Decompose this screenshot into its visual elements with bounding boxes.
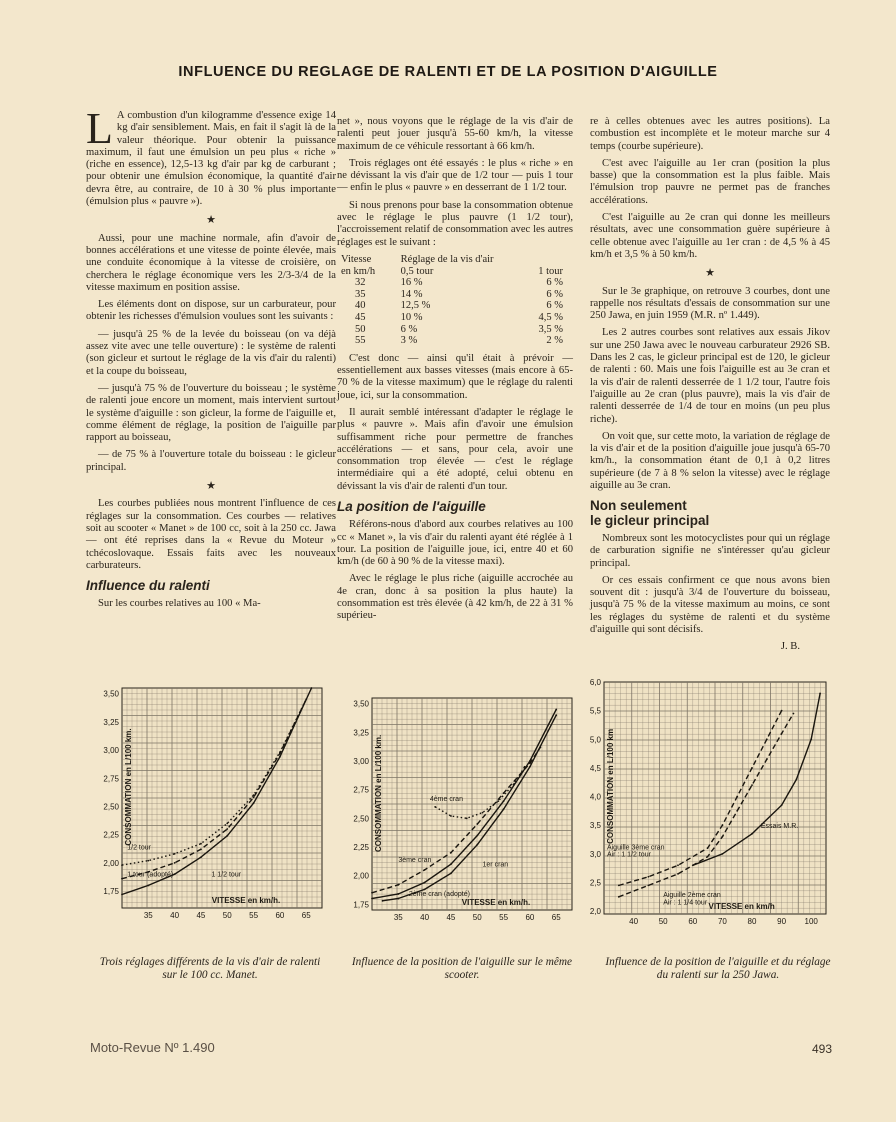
data-point: [311, 687, 313, 689]
paragraph: On voit que, sur cette moto, la variation de réglage de la vis d'air et de la position d'aiguille joue jusqu'à 65-70 km/h., la consommation étant de 0,1 à 0,2 litres supérieure (de 7 à 8 % selon la vitesse) avec le réglage aiguille au 3e cran.: [590, 430, 830, 492]
x-tick-label: 60: [525, 913, 535, 922]
paragraph-intro-text: A combustion d'un kilogramme d'essence exige 14 kg d'air sensiblement. Mais, en fait il s'agit là de la valeur théorique. Pour obtenir la puissance maximum, il faut une émulsion un peu plus « riche » (riche en essence), 12,5-13 kg d'air par kg de carburant ; pour obtenir une émulsion économique, la quantité d'air devra être, au contraire, de 10 à 30 % plus importante (émulsion plus « pauvre »).: [86, 110, 336, 208]
data-point: [174, 873, 176, 875]
grid: [372, 698, 572, 910]
paragraph: C'est l'aiguille au 2e cran qui donne les meilleurs résultats, avec une consommation guère supérieure à celle obtenue avec l'aiguille au 1er cran : de 4,5 % à 45 km/h et 3,5 % à 50 km/h.: [590, 212, 830, 260]
y-tick-label: 1,75: [353, 900, 369, 910]
paragraph: re à celles obtenues avec les autres positions). La combustion est incomplète et le moteur marche sur 4 temps (courbe supérieure).: [590, 116, 830, 152]
x-tick-label: 50: [222, 911, 232, 920]
footer-magazine: Moto-Revue Nº 1.490: [90, 1040, 215, 1055]
chart-jawa-svg: [588, 678, 832, 940]
data-point: [450, 815, 452, 817]
curve-label: 3ème cran: [398, 856, 432, 864]
table-cell: 3 %: [400, 335, 418, 347]
data-point: [253, 802, 255, 804]
data-point: [751, 833, 753, 835]
y-tick-label: 3,00: [353, 757, 369, 767]
paragraph-intro: [86, 104, 336, 208]
x-tick-label: 90: [777, 917, 787, 926]
data-point: [200, 856, 202, 858]
data-point: [707, 856, 709, 858]
y-tick-label: 2,5: [589, 878, 601, 888]
data-point: [450, 863, 452, 865]
data-point: [751, 784, 753, 786]
y-tick-label: 4,0: [589, 792, 601, 802]
data-point: [147, 860, 149, 862]
data-point: [529, 760, 531, 762]
x-tick-label: 80: [747, 917, 757, 926]
y-tick-label: 3,50: [103, 689, 119, 699]
star-separator: ★: [206, 214, 216, 227]
x-tick-label: 65: [301, 911, 311, 920]
heading-gicleur-line1: Non seulement: [590, 498, 687, 514]
paragraph: Les éléments dont on dispose, sur un carburateur, pour obtenir les richesses d'émulsion voulues sont les suivants :: [86, 299, 336, 323]
data-point: [503, 808, 505, 810]
star-separator: ★: [705, 267, 715, 280]
table-cell: 3,5 %: [538, 323, 563, 335]
data-point: [450, 872, 452, 874]
curve-label: 1 1/2 tour: [211, 871, 242, 879]
table-row: [341, 324, 563, 336]
data-point: [424, 888, 426, 890]
data-point: [424, 882, 426, 884]
table-cell: 32: [355, 277, 366, 289]
paragraph: Trois réglages ont été essayés : le plus « riche » en ne dévissant la vis d'air que de 1/2 tour — puis 1 tour — enfin le plus « pauvre » en desserrant de 1 1/2 tour.: [337, 157, 573, 194]
paragraph: Il aurait semblé intéressant d'adapter le réglage le plus « pauvre ». Mais afin d'avoir une émulsion suffisamment riche pour permettre de franches accélérations — et sans, pour cela, avoir une consommation trop élevée — c'est le réglage intermédiaire qui a été adopté, celui obtenu en dévissant la vis d'air de ralenti d'un tour.: [337, 406, 573, 492]
data-point: [476, 835, 478, 837]
x-tick-label: 40: [420, 913, 430, 922]
data-point: [121, 894, 123, 896]
data-point: [722, 836, 724, 838]
data-point: [781, 804, 783, 806]
curve-label: Air : 1 1/4 tour: [663, 899, 708, 907]
data-point: [796, 778, 798, 780]
y-tick-label: 2,75: [353, 785, 369, 795]
data-point: [555, 709, 557, 711]
y-tick-label: 3,50: [353, 699, 369, 709]
data-point: [226, 828, 228, 830]
heading-aiguille: La position de l'aiguille: [337, 498, 486, 514]
consumption-table: [341, 254, 563, 347]
data-point: [766, 758, 768, 760]
y-tick-label: 3,00: [103, 746, 119, 756]
paragraph: Les courbes publiées nous montrent l'influence de ces réglages sur la consommation. Ces courbes — relatives soit au scooter « Manet » de 100 cc, soit à la 250 cc. Jawa — ont été reprises dans la « Revue du Moteur » tchécoslovaque. Essais faits avec les nouveaux carburateurs.: [86, 498, 336, 571]
column-3: [590, 116, 830, 654]
paragraph: Or ces essais confirment ce que nous avons bien souvent dit : jusqu'à 3/4 de l'ouverture du boisseau, jusqu'à 75 % de la vitesse maximum au moins, ce sont les réglages du système de ralenti et du système d'aiguille qui sont décisifs.: [590, 574, 830, 635]
data-point: [555, 714, 557, 716]
y-tick-label: 5,0: [589, 735, 601, 745]
data-point: [476, 823, 478, 825]
data-point: [200, 848, 202, 850]
paragraph: — jusqu'à 25 % de la levée du boisseau (on va déjà assez vite avec une telle ouverture) : le système de ralenti (son gicleur et surtout le réglage de la vis d'air du ralenti) et la coupe du boisseau,: [86, 328, 336, 377]
data-point: [781, 710, 783, 712]
data-point: [200, 843, 202, 845]
paragraph: Aussi, pour une machine normale, afin d'avoir de bonnes accélérations et une vitesse de pointe élevée, mais une conduite économique à la vitesse de croisière, on cherchera le réglage économique vers les 2/3-3/4 de la vitesse maximum en position assise.: [86, 232, 336, 293]
dropcap: L: [86, 104, 113, 153]
data-point: [736, 796, 738, 798]
data-point: [174, 853, 176, 855]
heading-gicleur-line2: le gicleur principal: [590, 512, 710, 528]
curve-label: Aiguille 2ème cran: [663, 891, 721, 899]
table-row: [341, 300, 563, 312]
caption-chart-2: Influence de la position de l'aiguille sur le même scooter.: [351, 956, 573, 981]
curve-label: 1 tour (adopté): [127, 871, 174, 879]
column-1: [86, 104, 336, 616]
table-row: [341, 312, 563, 324]
caption-chart-1: Trois réglages différents de la vis d'air de ralenti sur le 100 cc. Manet.: [99, 956, 321, 981]
y-tick-label: 1,75: [103, 887, 119, 897]
column-2: [337, 116, 573, 628]
x-tick-label: 50: [658, 917, 668, 926]
table-cell: 6 %: [546, 277, 563, 289]
y-axis-label: CONSOMMATION en L/100 km: [606, 728, 615, 844]
data-point: [371, 892, 373, 894]
y-tick-label: 2,25: [103, 830, 119, 840]
data-point: [677, 873, 679, 875]
y-tick-label: 4,5: [589, 763, 601, 773]
x-tick-label: 50: [472, 913, 482, 922]
x-tick-label: 70: [717, 917, 727, 926]
grid: [604, 682, 826, 914]
table-cell: 35: [355, 288, 366, 300]
data-point: [618, 896, 620, 898]
chart-ralenti-svg: [88, 678, 330, 940]
y-tick-label: 3,25: [103, 717, 119, 727]
table-cell: 55: [355, 335, 366, 347]
curve-label: 4ème cran: [429, 796, 463, 804]
data-point: [450, 852, 452, 854]
y-axis-label: CONSOMMATION en L/100 km.: [374, 734, 383, 853]
table-row: [341, 289, 563, 301]
data-point: [497, 800, 499, 802]
data-point: [736, 810, 738, 812]
y-tick-label: 6,0: [589, 678, 601, 687]
x-tick-label: 55: [249, 911, 259, 920]
x-tick-label: 40: [170, 911, 180, 920]
table-cell: 6 %: [546, 300, 563, 312]
data-point: [529, 766, 531, 768]
data-point: [397, 898, 399, 900]
article-title: INFLUENCE DU REGLAGE DE RALENTI ET DE LA POSITION D'AIGUILLE: [178, 64, 718, 80]
data-point: [677, 864, 679, 866]
chart-aiguille-manet: [338, 678, 580, 940]
table-header-row: [341, 266, 563, 278]
curve-label: Air : 1 1/2 tour: [606, 851, 651, 859]
paragraph: Référons-nous d'abord aux courbes relatives au 100 cc « Manet », la vis d'air du ralenti ayant été réglée à 1 tour. La position de l'aiguille joue, ici, entre 40 et 60 km/h (de 60 à 90 % de la vitesse maxi).: [337, 519, 573, 568]
data-point: [466, 817, 468, 819]
heading-ralenti: Influence du ralenti: [86, 578, 210, 594]
table-header: en km/h: [341, 265, 376, 277]
x-tick-label: 45: [446, 913, 456, 922]
table-header: Vitesse: [341, 253, 372, 265]
table-cell: 6 %: [400, 323, 418, 335]
x-axis-label: VITESSE en km/h.: [461, 898, 531, 907]
table-cell: 45: [355, 311, 366, 323]
data-point: [226, 835, 228, 837]
data-point: [147, 885, 149, 887]
chart-jawa: [588, 678, 832, 940]
chart-aiguille-manet-svg: [338, 678, 580, 940]
table-cell: 14 %: [400, 288, 423, 300]
paragraph: C'est avec l'aiguille au 1er cran (position la plus basse) que la consommation est la plus faible. Mais l'émulsion trop pauvre ne permet pas de franches accélérations.: [590, 157, 830, 206]
data-point: [397, 884, 399, 886]
data-point: [121, 864, 123, 866]
y-tick-label: 3,0: [589, 849, 601, 859]
data-point: [503, 800, 505, 802]
table-cell: 10 %: [400, 311, 423, 323]
data-point: [722, 824, 724, 826]
data-point: [434, 806, 436, 808]
data-point: [424, 869, 426, 871]
x-tick-label: 40: [629, 917, 639, 926]
curve-label: Essais M.R.: [760, 823, 799, 831]
y-tick-label: 3,5: [589, 821, 601, 831]
paragraph: Sur le 3e graphique, on retrouve 3 courbes, dont une rappelle nos résultats d'essais de consommation sur une 250 Jawa, en juin 1959 (M.R. nº 1.449).: [590, 285, 830, 322]
chart-ralenti: [88, 678, 330, 940]
table-row: [341, 277, 563, 289]
y-tick-label: 3,25: [353, 728, 369, 738]
data-point: [781, 733, 783, 735]
table-header: 0,5 tour: [400, 265, 434, 277]
table-cell: 50: [355, 323, 366, 335]
y-tick-label: 2,0: [589, 907, 601, 917]
data-point: [648, 884, 650, 886]
x-tick-label: 60: [275, 911, 285, 920]
data-point: [482, 812, 484, 814]
x-tick-label: 35: [143, 911, 153, 920]
paragraph: — jusqu'à 75 % de l'ouverture du boisseau ; le système de ralenti joue encore un moment, mais intervient surtout le système d'aiguille : son gicleur, la forme de l'aiguille et, comme élément de réglage, la position de l'aiguille par rapport au boisseau,: [86, 382, 336, 444]
signature: J. B.: [780, 641, 800, 653]
curve-label: 1/2 tour: [127, 844, 152, 852]
x-tick-label: 100: [804, 917, 818, 926]
x-axis-label: VITESSE en km/h: [708, 902, 775, 911]
paragraph: Si nous prenons pour base la consommation obtenue avec le réglage le plus pauvre (1 1/2 tour), l'accroissement relatif de consommation avec les autres réglages est le suivant :: [337, 199, 573, 248]
y-tick-label: 2,25: [353, 842, 369, 852]
data-point: [397, 893, 399, 895]
x-axis-label: VITESSE en km/h.: [211, 896, 281, 905]
table-cell: 12,5 %: [400, 300, 431, 312]
y-tick-label: 2,75: [103, 774, 119, 784]
curve-label: Aiguille 3ème cran: [606, 844, 665, 852]
data-point: [121, 878, 123, 880]
data-point: [648, 876, 650, 878]
table-cell: 4,5 %: [538, 311, 563, 323]
table-cell: 40: [355, 300, 366, 312]
data-point: [751, 767, 753, 769]
y-tick-label: 2,00: [353, 871, 369, 881]
data-point: [793, 713, 795, 715]
paragraph: Avec le réglage le plus riche (aiguille accrochée au 4e cran, donc à sa position la plus haute) la consommation est très élevée (à 42 km/h, de 22 à 31 % supérieu-: [337, 573, 573, 622]
data-point: [722, 853, 724, 855]
data-point: [226, 822, 228, 824]
table-header: Réglage de la vis d'air: [400, 253, 494, 265]
y-tick-label: 2,50: [353, 814, 369, 824]
paragraph: Sur les courbes relatives au 100 « Ma-: [98, 598, 261, 610]
data-point: [819, 693, 821, 695]
paragraph: — de 75 % à l'ouverture totale du boisseau : le gicleur principal.: [86, 449, 336, 473]
data-point: [279, 756, 281, 758]
star-separator: ★: [206, 480, 216, 493]
table-header: 1 tour: [538, 265, 563, 277]
x-tick-label: 60: [688, 917, 698, 926]
curve-label: 1er cran: [482, 861, 509, 869]
data-point: [618, 884, 620, 886]
x-tick-label: 35: [393, 913, 403, 922]
y-tick-label: 2,50: [103, 802, 119, 812]
data-point: [692, 864, 694, 866]
paragraph: net », nous voyons que le réglage de la vis d'air de ralenti peut jouer jusqu'à 55-60 km/h, la vitesse maximum de ce véhicule ressortant à 66 km/h.: [337, 116, 573, 152]
data-point: [766, 738, 768, 740]
y-tick-label: 5,5: [589, 706, 601, 716]
page-number: 493: [812, 1042, 833, 1056]
y-axis-label: CONSOMMATION en L/100 km.: [124, 728, 133, 846]
data-point: [371, 898, 373, 900]
data-point: [707, 847, 709, 849]
data-point: [253, 797, 255, 799]
x-tick-label: 45: [196, 911, 206, 920]
table-cell: 6 %: [546, 288, 563, 300]
paragraph: Les 2 autres courbes sont relatives aux essais Jikov sur une 250 Jawa avec le nouveau carburateur 2926 SB. Dans les 2 cas, le gicleur principal est de 120, le gicleur de ralenti : 60. Mais une fois l'aiguille est au 3e cran et la vis d'air de ralenti desserrée de 1 1/2 tour, l'autre fois l'aiguille au 2e cran (plus pauvre), mais la vis d'air de ralenti desserrée de 1/4 de tour en moins (un peu plus riche).: [590, 327, 830, 425]
data-point: [174, 862, 176, 864]
caption-chart-3: Influence de la position de l'aiguille et du réglage du ralenti sur la 250 Jawa.: [605, 956, 831, 981]
data-point: [382, 900, 384, 902]
paragraph: Nombreux sont les motocyclistes pour qui un réglage de carburation signifie ne s'intéresser qu'au gicleur principal.: [590, 532, 830, 569]
table-cell: 16 %: [400, 277, 423, 289]
table-row: [341, 335, 563, 347]
data-point: [503, 792, 505, 794]
data-point: [810, 738, 812, 740]
x-tick-label: 55: [499, 913, 509, 922]
data-point: [476, 844, 478, 846]
paragraph: C'est donc — ainsi qu'il était à prévoir — essentiellement aux basses vitesses (mais encore à 65-70 % de la vitesse maximum) que le réglage du ralenti joue, ici, sur la consommation.: [337, 352, 573, 401]
table-cell: 2 %: [546, 335, 563, 347]
curve-label: 2ème cran (adopté): [408, 891, 470, 899]
x-tick-label: 65: [551, 913, 561, 922]
table-header-row: [341, 254, 563, 266]
y-tick-label: 2,00: [103, 858, 119, 868]
